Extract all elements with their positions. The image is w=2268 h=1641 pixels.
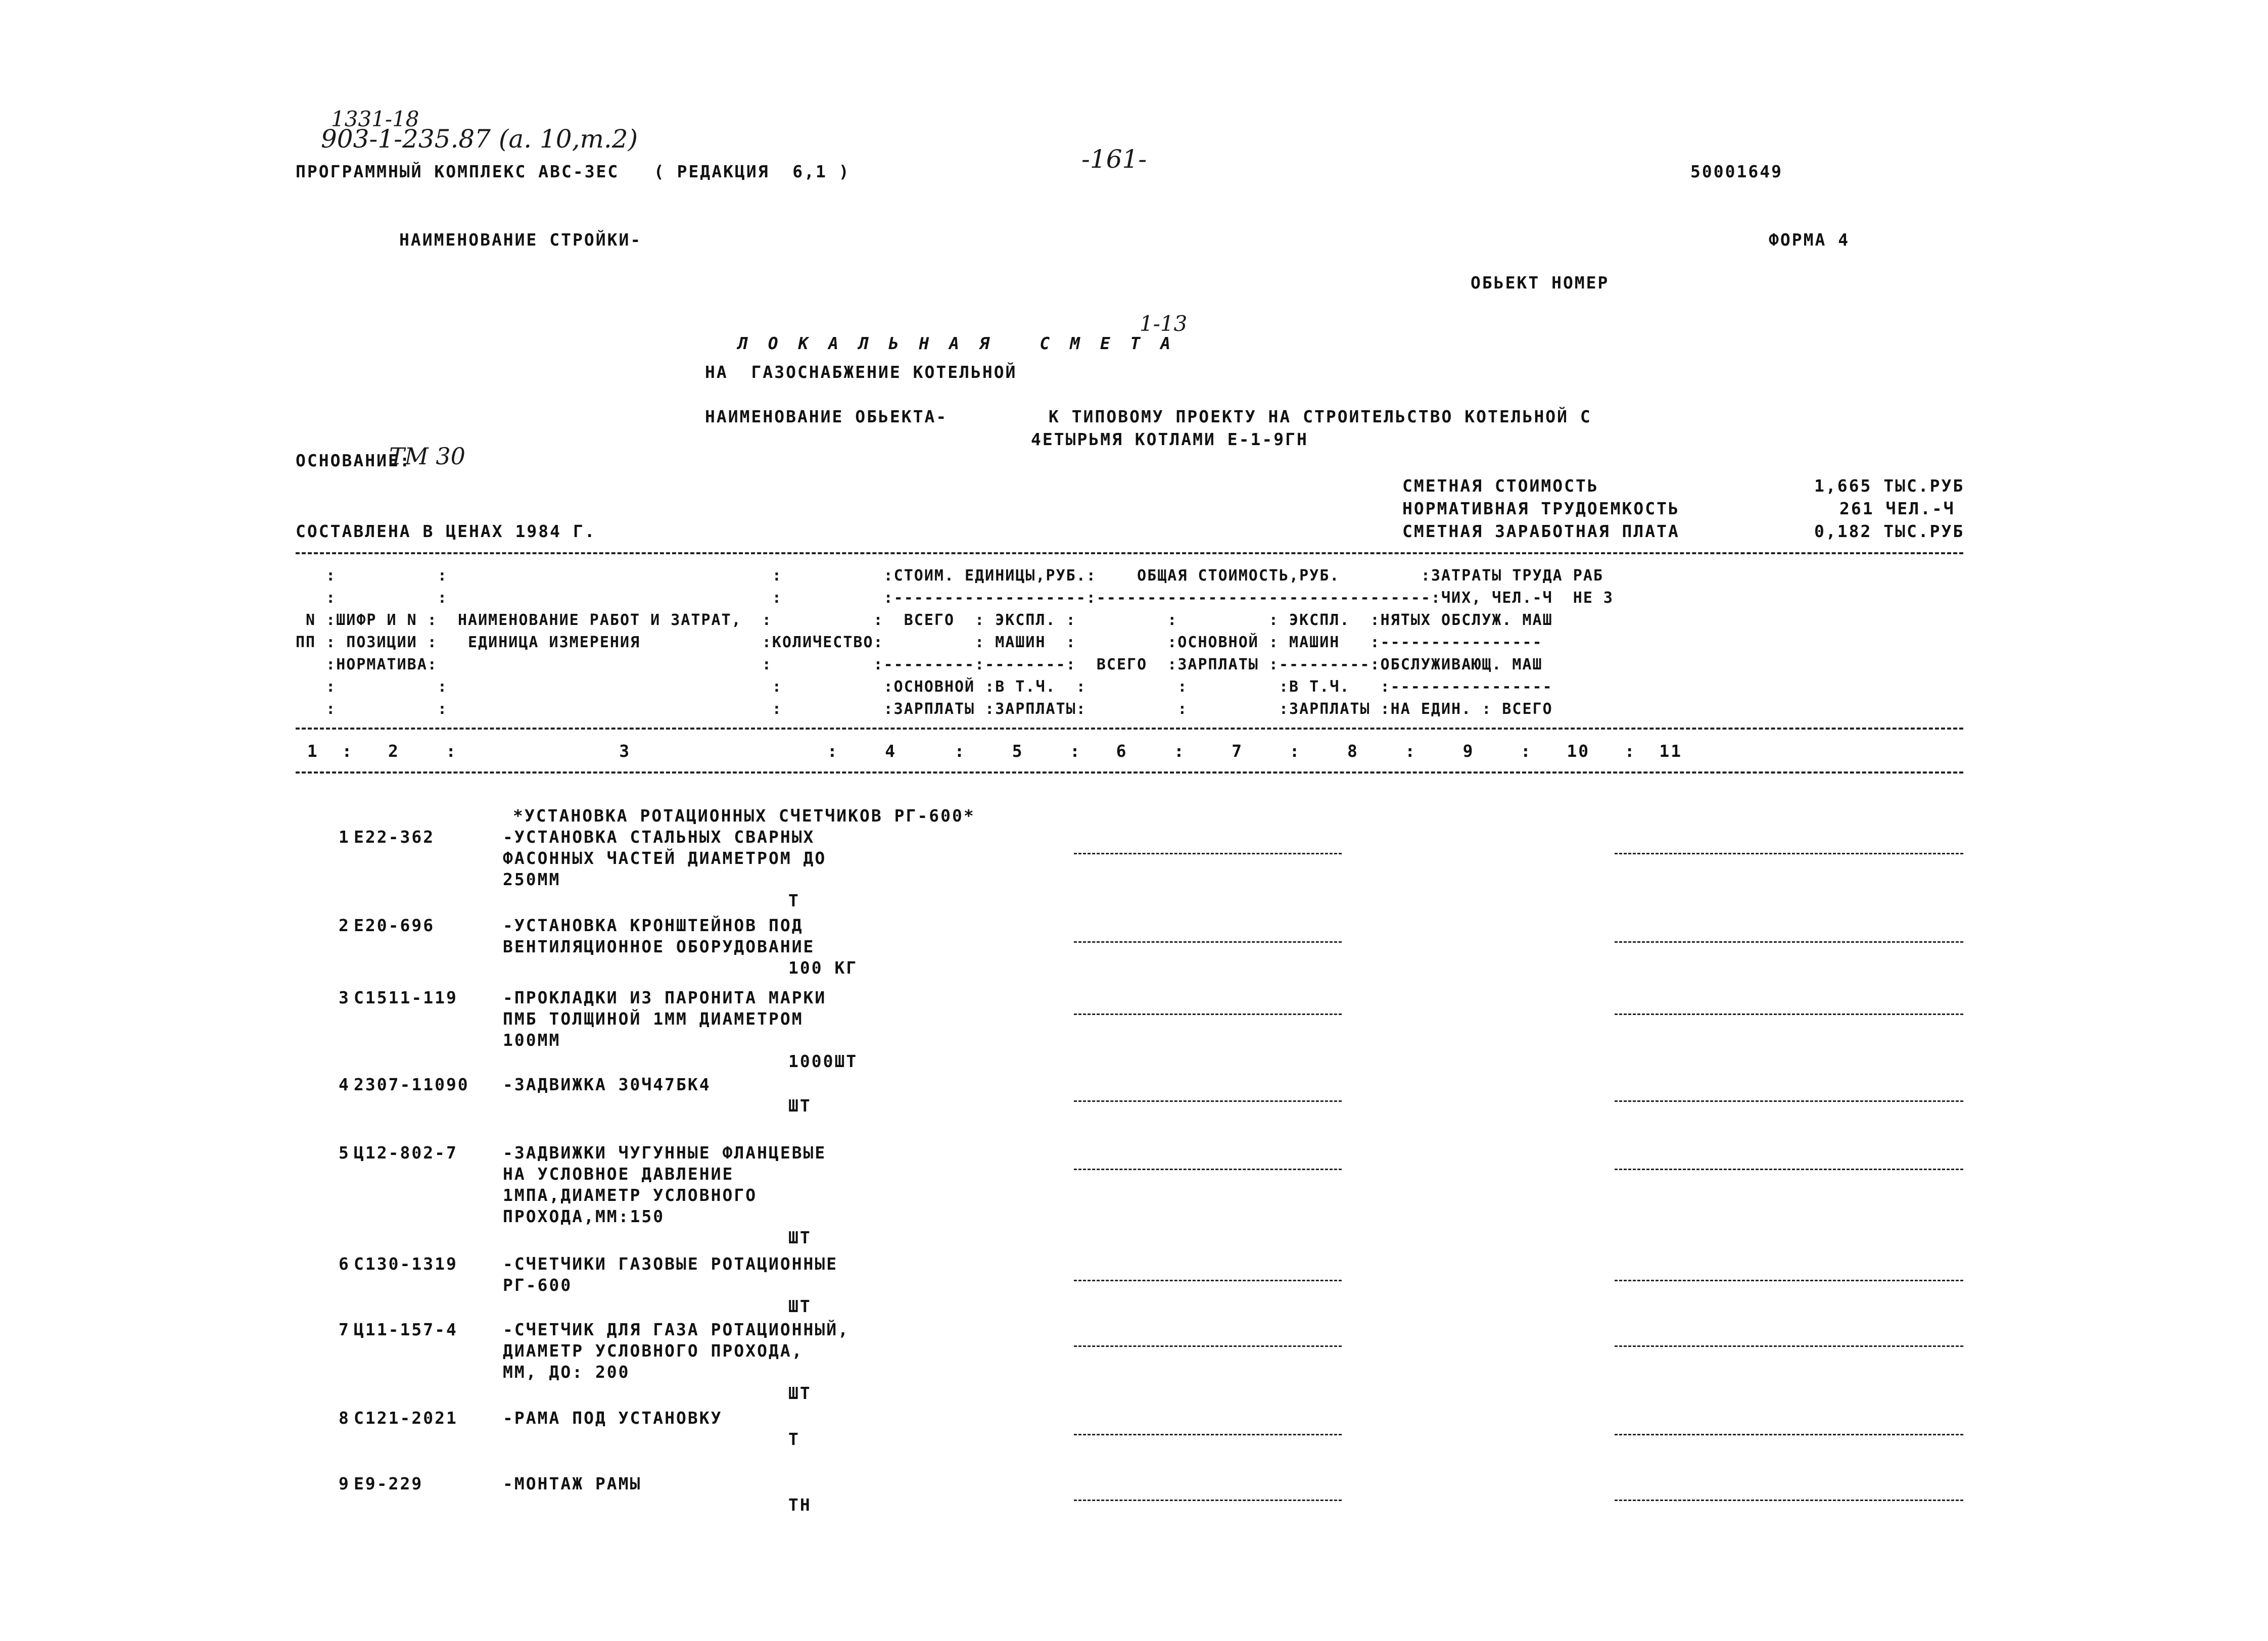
object-name-line-1: К ТИПОВОМУ ПРОЕКТУ НА СТРОИТЕЛЬСТВО КОТЕЛЬНОЙ С [1049,407,1592,426]
row-number: 3 [339,988,350,1007]
row-name-line: -РАМА ПОД УСТАНОВКУ [503,1408,723,1428]
document-number: 50001649 [1690,162,1783,181]
table-header-line: : : : :ОСНОВНОЙ :В Т.Ч. : : :В Т.Ч. :---------------- [296,678,1553,696]
row-name-line: 250ММ [503,870,561,889]
handwritten-estimate-number: 1-13 [1140,311,1188,336]
form-label: ФОРМА 4 [1769,230,1850,250]
row-number: 9 [339,1474,350,1493]
row-name-line: ФАСОННЫХ ЧАСТЕЙ ДИАМЕТРОМ ДО [503,848,827,868]
table-header-line: : : : :ЗАРПЛАТЫ :ЗАРПЛАТЫ: : :ЗАРПЛАТЫ :НА ЕДИН. : ВСЕГО [296,700,1553,718]
row-code: С130-1319 [354,1254,458,1274]
row-sub-rule-total [1615,941,1963,943]
row-number: 6 [339,1254,350,1274]
row-number: 2 [339,915,350,935]
row-code: С1511-119 [354,988,458,1007]
row-number: 1 [339,827,350,847]
row-unit: 100 КГ [788,958,858,978]
row-sub-rule-total [1615,1500,1963,1501]
section-title: *УСТАНОВКА РОТАЦИОННЫХ СЧЕТЧИКОВ РГ-600* [513,806,975,826]
row-number: 4 [339,1075,350,1094]
row-name-line: -ЗАДВИЖКА 30Ч47БК4 [503,1075,711,1094]
handwritten-page-number: -161- [1081,144,1147,174]
estimate-subject: НА ГАЗОСНАБЖЕНИЕ КОТЕЛЬНОЙ [705,362,1017,382]
row-unit: 1000ШТ [788,1051,858,1071]
row-name-line: -ПРОКЛАДКИ ИЗ ПАРОНИТА МАРКИ [503,988,827,1007]
row-unit: ШТ [788,1096,812,1116]
header-rule-mid [296,728,1963,730]
row-sub-rule-total [1615,1434,1963,1435]
handwritten-basis: ТМ 30 [389,443,465,470]
row-code: С121-2021 [354,1408,458,1428]
row-name-line: НА УСЛОВНОЕ ДАВЛЕНИЕ [503,1164,734,1184]
table-header-line: :НОРМАТИВА: : :---------:--------: ВСЕГО :ЗАРПЛАТЫ :---------:ОБСЛУЖИВАЮЩ. МАШ [296,656,1543,673]
row-sub-rule-total [1615,1345,1963,1347]
row-code: Е9-229 [354,1474,423,1493]
row-unit: Т [788,1429,800,1449]
row-number: 5 [339,1143,350,1163]
row-sub-rule-total [1615,1280,1963,1281]
row-name-line: ММ, ДО: 200 [503,1362,630,1382]
row-name-line: -СЧЕТЧИК ДЛЯ ГАЗА РОТАЦИОННЫЙ, [503,1320,850,1339]
row-name-line: -СЧЕТЧИКИ ГАЗОВЫЕ РОТАЦИОННЫЕ [503,1254,838,1274]
row-sub-rule-total [1615,1169,1963,1170]
row-name-line: -МОНТАЖ РАМЫ [503,1474,642,1493]
row-number: 7 [339,1320,350,1339]
table-header-line: : : : :СТОИМ. ЕДИНИЦЫ,РУБ.: ОБЩАЯ СТОИМОСТЬ,РУБ. :ЗАТРАТЫ ТРУДА РАБ [296,567,1603,585]
row-code: Е20-696 [354,915,435,935]
row-unit: ШТ [788,1228,812,1247]
prices-note: СОСТАВЛЕНА В ЦЕНАХ 1984 Г. [296,521,596,541]
column-numbers: 1 : 2 : 3 : 4 : 5 : 6 : 7 : 8 : 9 : 10 : 11 [296,741,1683,761]
row-code: Е22-362 [354,827,435,847]
row-sub-rule-total [1615,853,1963,854]
row-sub-rule-unit [1074,1169,1342,1170]
summary-label-cost: СМЕТНАЯ СТОИМОСТЬ [1402,476,1599,496]
row-sub-rule-total [1615,1100,1963,1102]
object-name-label: НАИМЕНОВАНИЕ ОБЬЕКТА- [705,407,948,426]
summary-label-wages: СМЕТНАЯ ЗАРАБОТНАЯ ПЛАТА [1402,521,1680,541]
row-name-line: -УСТАНОВКА СТАЛЬНЫХ СВАРНЫХ [503,827,815,847]
handwritten-project-number: 903-1-235.87 (а. 10,т.2) [321,124,638,154]
row-name-line: ВЕНТИЛЯЦИОННОЕ ОБОРУДОВАНИЕ [503,937,815,956]
handwritten-archive-number: 1331-18 [331,107,419,131]
summary-value-wages: 0,182 ТЫС.РУБ [1814,521,1965,541]
row-sub-rule-unit [1074,853,1342,854]
row-sub-rule-unit [1074,1434,1342,1435]
row-unit: ШТ [788,1296,812,1316]
program-line: ПРОГРАММНЫЙ КОМПЛЕКС АВС-3ЕС ( РЕДАКЦИЯ 6,1 ) [296,162,850,181]
table-header-line: ПП : ПОЗИЦИИ : ЕДИНИЦА ИЗМЕРЕНИЯ :КОЛИЧЕСТВО: : МАШИН : :ОСНОВНОЙ : МАШИН :---------------- [296,634,1543,651]
row-sub-rule-unit [1074,1013,1342,1015]
object-name-line-2: 4ЕТЫРЬМЯ КОТЛАМИ Е-1-9ГН [1031,429,1308,449]
header-rule-top [296,552,1963,554]
header-rule-bottom [296,771,1963,774]
construction-name-label: НАИМЕНОВАНИЕ СТРОЙКИ- [399,230,642,250]
row-name-line: ДИАМЕТР УСЛОВНОГО ПРОХОДА, [503,1341,804,1361]
row-code: Ц11-157-4 [354,1320,458,1339]
row-name-line: РГ-600 [503,1275,573,1295]
estimate-title [738,318,1175,352]
row-code: Ц12-802-7 [354,1143,458,1163]
object-number-label: ОБЬЕКТ НОМЕР [1471,273,1610,293]
row-name-line: -УСТАНОВКА КРОНШТЕЙНОВ ПОД [503,915,804,935]
row-unit: ШТ [788,1383,812,1403]
row-name-line: -ЗАДВИЖКИ ЧУГУННЫЕ ФЛАНЦЕВЫЕ [503,1143,827,1163]
row-name-line: ПРОХОДА,ММ:150 [503,1206,665,1226]
row-unit: ТН [788,1495,812,1515]
row-name-line: ПМБ ТОЛЩИНОЙ 1ММ ДИАМЕТРОМ [503,1009,804,1029]
summary-value-labor: 261 ЧЕЛ.-Ч [1839,499,1955,518]
row-code: 2307-11090 [354,1075,469,1094]
row-sub-rule-total [1615,1013,1963,1015]
table-header-line: : : : :-------------------:---------------------------------:ЧИХ, ЧЕЛ.-Ч НЕ З [296,589,1614,607]
summary-value-cost: 1,665 ТЫС.РУБ [1814,476,1965,496]
row-sub-rule-unit [1074,1345,1342,1347]
row-number: 8 [339,1408,350,1428]
row-name-line: 1МПА,ДИАМЕТР УСЛОВНОГО [503,1185,758,1205]
basis-label: ОСНОВАНИЕ: [296,451,411,470]
row-sub-rule-unit [1074,1500,1342,1501]
row-sub-rule-unit [1074,1100,1342,1102]
row-name-line: 100ММ [503,1030,561,1050]
row-unit: Т [788,891,800,910]
row-sub-rule-unit [1074,1280,1342,1281]
row-sub-rule-unit [1074,941,1342,943]
estimate-title-text: Л О К А Л Ь Н А Я С М Е Т А [738,333,1176,353]
summary-label-labor: НОРМАТИВНАЯ ТРУДОЕМКОСТЬ [1402,499,1680,518]
table-header-line: N :ШИФР И N : НАИМЕНОВАНИЕ РАБОТ И ЗАТРАТ, : : ВСЕГО : ЭКСПЛ. : : : ЭКСПЛ. :НЯТЫХ ОБСЛУЖ. МАШ [296,611,1553,629]
